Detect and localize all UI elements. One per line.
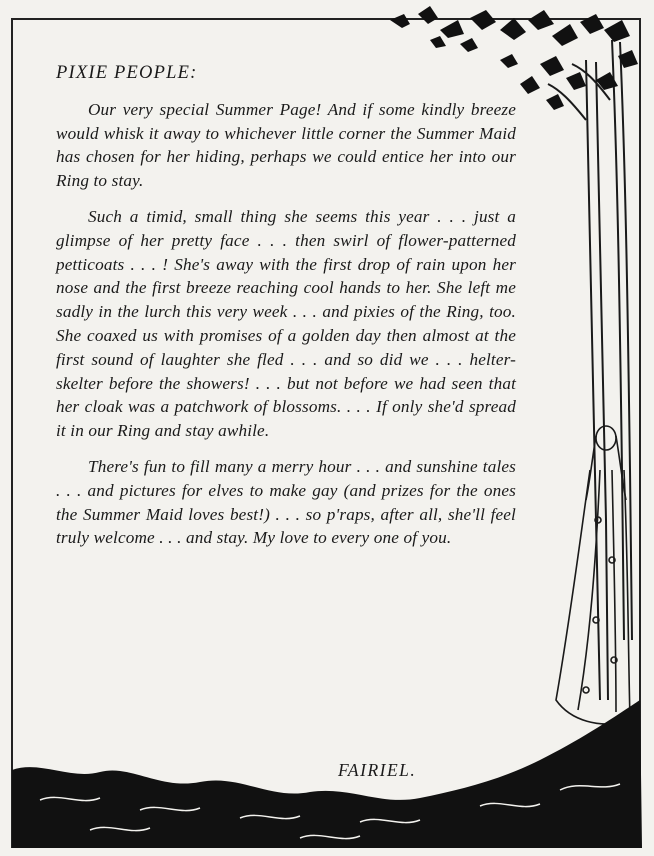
summer-maid-figure <box>556 426 630 724</box>
paragraph-3: There's fun to fill many a merry hour . . . and sunshine tales . . . and pictures for elves to make gay (and prizes for the ones the Summer Maid loves best!) . . . so p'raps, after all, she'll feel truly welcome . . . and stay. My love to every one of you. <box>56 456 516 548</box>
article-heading: PIXIE PEOPLE: <box>56 63 198 83</box>
tree-trunks <box>548 40 632 700</box>
signature: FAIRIEL. <box>338 760 417 780</box>
paragraph-2: Such a timid, small thing she seems this year . . . just a glimpse of her pretty face . . . then swirl of flower-patterned petticoats . . . ! She's away with the first drop of rain upon her nose and the first breeze reaching cool hands to her. She left me sadly in the lurch this very week . . . and pixies of the Ring, too. She coaxed us with promises of a golden day then almost at the first sound of laughter she fled . . . and so did we . . . helter-skelter before the showers! . . . but not before we had seen that her cloak was a patchwork of blossoms. . . . If only she'd spread it in our Ring and stay awhile. <box>56 206 516 441</box>
paragraph-1: Our very special Summer Page! And if some kindly breeze would whisk it away to whichever little corner the Summer Maid has chosen for her hiding, perhaps we could entice her into our Ring to stay. <box>56 99 516 191</box>
article-body <box>56 62 516 562</box>
ground-bushes <box>12 700 642 848</box>
